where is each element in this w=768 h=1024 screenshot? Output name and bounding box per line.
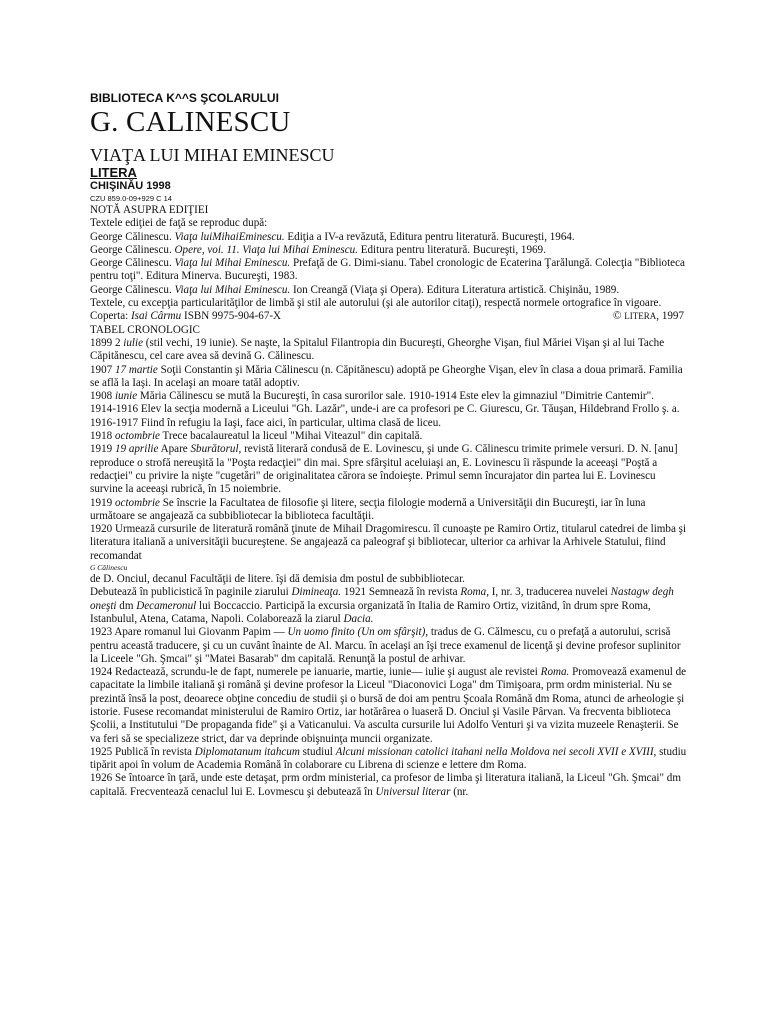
- series-title: BIBLIOTECA K^^S ŞCOLARULUI: [90, 91, 279, 105]
- chronology-entry: 1924 Redactează, scrundu-le de fapt, numerele pe ianuarie, martie, iunie— iulie şi august ale revistei Roma. Promovează examenul de capacitate la limbile italiană şi română şi devine profesor la Liceul "Diaconovici Loga" dm Timişoara, prm ordm ministerial. Nu se prezintă însă la post, deoarece obţine concediu de studii şi o bursă de doi am pentru Şcoala Română dm Roma, atunci de arheologie şi istorie. Fusese recomandat ministerului de Ramiro Ortiz, iar hotărârea o luaseră D. Onciul şi Vasile Pârvan. Va frecventa biblioteca Şcolii, a Institutului "De propaganda fide" şi a Vaticanului. Va asculta cursurile lui Adolfo Venturi şi va vizita muzeele Renaşterii. Se va feri să se specializeze strict, dar va deprinde obişnuinţa muncii organizate.: [90, 666, 687, 745]
- chronology-entry: 1920 Urmează cursurile de literatură română ţinute de Mihail Dragomirescu. îl cunoaşte pe Ramiro Ortiz, titularul catedrei de limba şi literatura italiană a universităţii bucureştene. Se angajează ca paleograf şi bibliotecar, ulterior ca arhivar la Arhivele Statului, fiind recomandat: [90, 523, 687, 562]
- chronology-entry: 1908 iunie Măria Călinescu se mută la Bucureşti, în casa surorilor sale. 1910-1914 Este elev la gimnaziul "Dimitrie Cantemir".: [90, 390, 654, 403]
- chronology-entry: 1926 Se întoarce în ţară, unde este detaşat, prm ordm ministerial, ca profesor de limba şi literatura italiană, la Liceul "Gh. Şmcai" dm capitală. Frecventează cenaclul lui E. Lovmescu şi debutează în Universul literar (nr.: [90, 772, 681, 798]
- copyright-notice: © LITERA, 1997: [613, 310, 684, 323]
- chronology-entry: Debutează în publicistică în paginile ziarului Dimineaţa. 1921 Semnează în revista Roma, I, nr. 3, traducerea nuvelei Nastagw degh oneşti dm Decameronul lui Boccaccio. Participă la excursia organizată în Italia de Ramiro Ortiz, vizitând, în drum spre Roma, Istanbulul, Atena, Catama, Napoli. Colaborează la ziarul Dacia.: [90, 586, 674, 625]
- chronology-entry: 1918 octombrie Trece bacalaureatul la liceul "Mihai Viteazul" din capitală.: [90, 430, 423, 443]
- publisher-name: LITERA: [90, 165, 137, 180]
- book-title: VIAŢA LUI MIHAI EMINESCU: [90, 145, 335, 165]
- chronology-entry: de D. Onciul, decanul Facultăţii de litere. îşi dă demisia dm postul de subbibliotecar.: [90, 573, 465, 586]
- running-header: G Călinescu: [90, 563, 128, 573]
- edition-note-intro: Textele ediţiei de faţă se reproduc după:: [90, 217, 268, 230]
- orthography-note: Textele, cu excepţia particularităţilor de limbă şi stil ale autorului (şi ale autorilor citaţi), respectă normele ortografice în vigoare.: [90, 297, 662, 310]
- reference-item: George Călinescu. Opere, voi. 11. Viaţa lui Mihai Eminescu. Editura pentru literatură. Bucureşti, 1969.: [90, 243, 546, 256]
- chronology-entry: 1916-1917 Fiind în refugiu la Iaşi, face aici, în particular, ultima clasă de liceu.: [90, 416, 442, 429]
- edition-note-heading: NOTĂ ASUPRA EDIŢIEI: [90, 204, 209, 216]
- reference-item: George Călinescu. Viaţa lui Mihai Eminescu. Prefaţă de G. Dimi-sianu. Tabel cronologic de Ecaterina Ţarălungă. Colecţia "Biblioteca pentru toţi". Editura Minerva. Bucureşti, 1983.: [90, 257, 685, 283]
- reference-item: George Călinescu. Viaţa lui Mihai Eminescu. Ion Creangă (Viaţa şi Opera). Editura Literatura artistică. Chişinău, 1989.: [90, 283, 620, 296]
- chronology-heading: TABEL CRONOLOGIC: [90, 323, 200, 336]
- author-name: G. CALINESCU: [90, 106, 291, 138]
- document-page: [90, 90, 690, 799]
- cover-isbn-line: Coperta: Isai Cârmu ISBN 9975-904-67-X © LITERA, 1997: [90, 310, 690, 323]
- chronology-entry: 1907 17 martie Soţii Constantin şi Măria Călinescu (n. Căpitănescu) adoptă pe Gheorghe Vişan, elev în clasa a doua primară. Familia se află la Iaşi. In acelaşi an moare tatăl adoptiv.: [90, 363, 683, 389]
- reference-item: George Călinescu. Viaţa luiMihaiEminescu. Ediţia a IV-a revăzută, Editura pentru literatură. Bucureşti, 1964.: [90, 230, 575, 243]
- chronology-entry: 1919 octombrie Se înscrie la Facultatea de filosofie şi litere, secţia filologie modernă a Universităţii din Bucureşti, iar în luna următoare se angajează ca subbibliotecar la biblioteca facultăţii.: [90, 496, 646, 522]
- city-year: CHIŞINĂU 1998: [90, 180, 171, 192]
- czu-code: CZU 859.0-09+929 C 14: [90, 194, 172, 203]
- chronology-entry: 1899 2 iulie (stil vechi, 19 iunie). Se naşte, la Spitalul Filantropia din Bucureşti, Gheorghe Vişan, fiul Măriei Vişan şi al lui Tache Căpitănescu, cel care avea să devină G. Călinescu.: [90, 336, 665, 363]
- chronology-entry: 1919 19 aprilie Apare Sburătorul, revistă literară condusă de E. Lovinescu, şi unde G. Călinescu trimite primele versuri. D. N. [anu] reproduce o strofă nereuşită la "Poşta redacţiei" din mai. Spre sfârşitul aceluiaşi an, E. Lovinescu îi răspunde la aceeaşi "Poştă a redacţiei" cu privire la nişte "cugetări" de originalitatea cărora se îndoieşte. Primul semn încurajator din partea lui E. Lovinescu survine la aceeaşi rubrică, în 15 noiembrie.: [90, 443, 678, 496]
- chronology-entry: 1914-1916 Elev la secţia modernă a Liceului "Gh. Lazăr", unde-i are ca profesori pe C. Giurescu, Gr. Tăuşan, Hildebrand Frollo ş. a.: [90, 403, 680, 416]
- chronology-entry: 1923 Apare romanul lui Giovanm Papim — Un uomo finito (Un om sfârşit), tradus de G. Călmescu, cu o prefaţă a autorului, scrisă pentru această traducere, şi cu un cuvânt înainte de Al. Marcu. în acelaşi an îşi trece examenul de licenţă şi devine profesor suplinitor la Liceele "Gh. Şmcai" şi "Matei Basarab" dm capitală. Renunţă la postul de arhivar.: [90, 626, 681, 665]
- chronology-entry: 1925 Publică în revista Diplomatanum itahcum studiul Alcuni missionan catolici itahani nella Moldova nei secoli XVII e XVIII, studiu tipărit apoi în volum de Academia Română în colaborare cu Librena di scienze e lettere dm Roma.: [90, 745, 687, 772]
